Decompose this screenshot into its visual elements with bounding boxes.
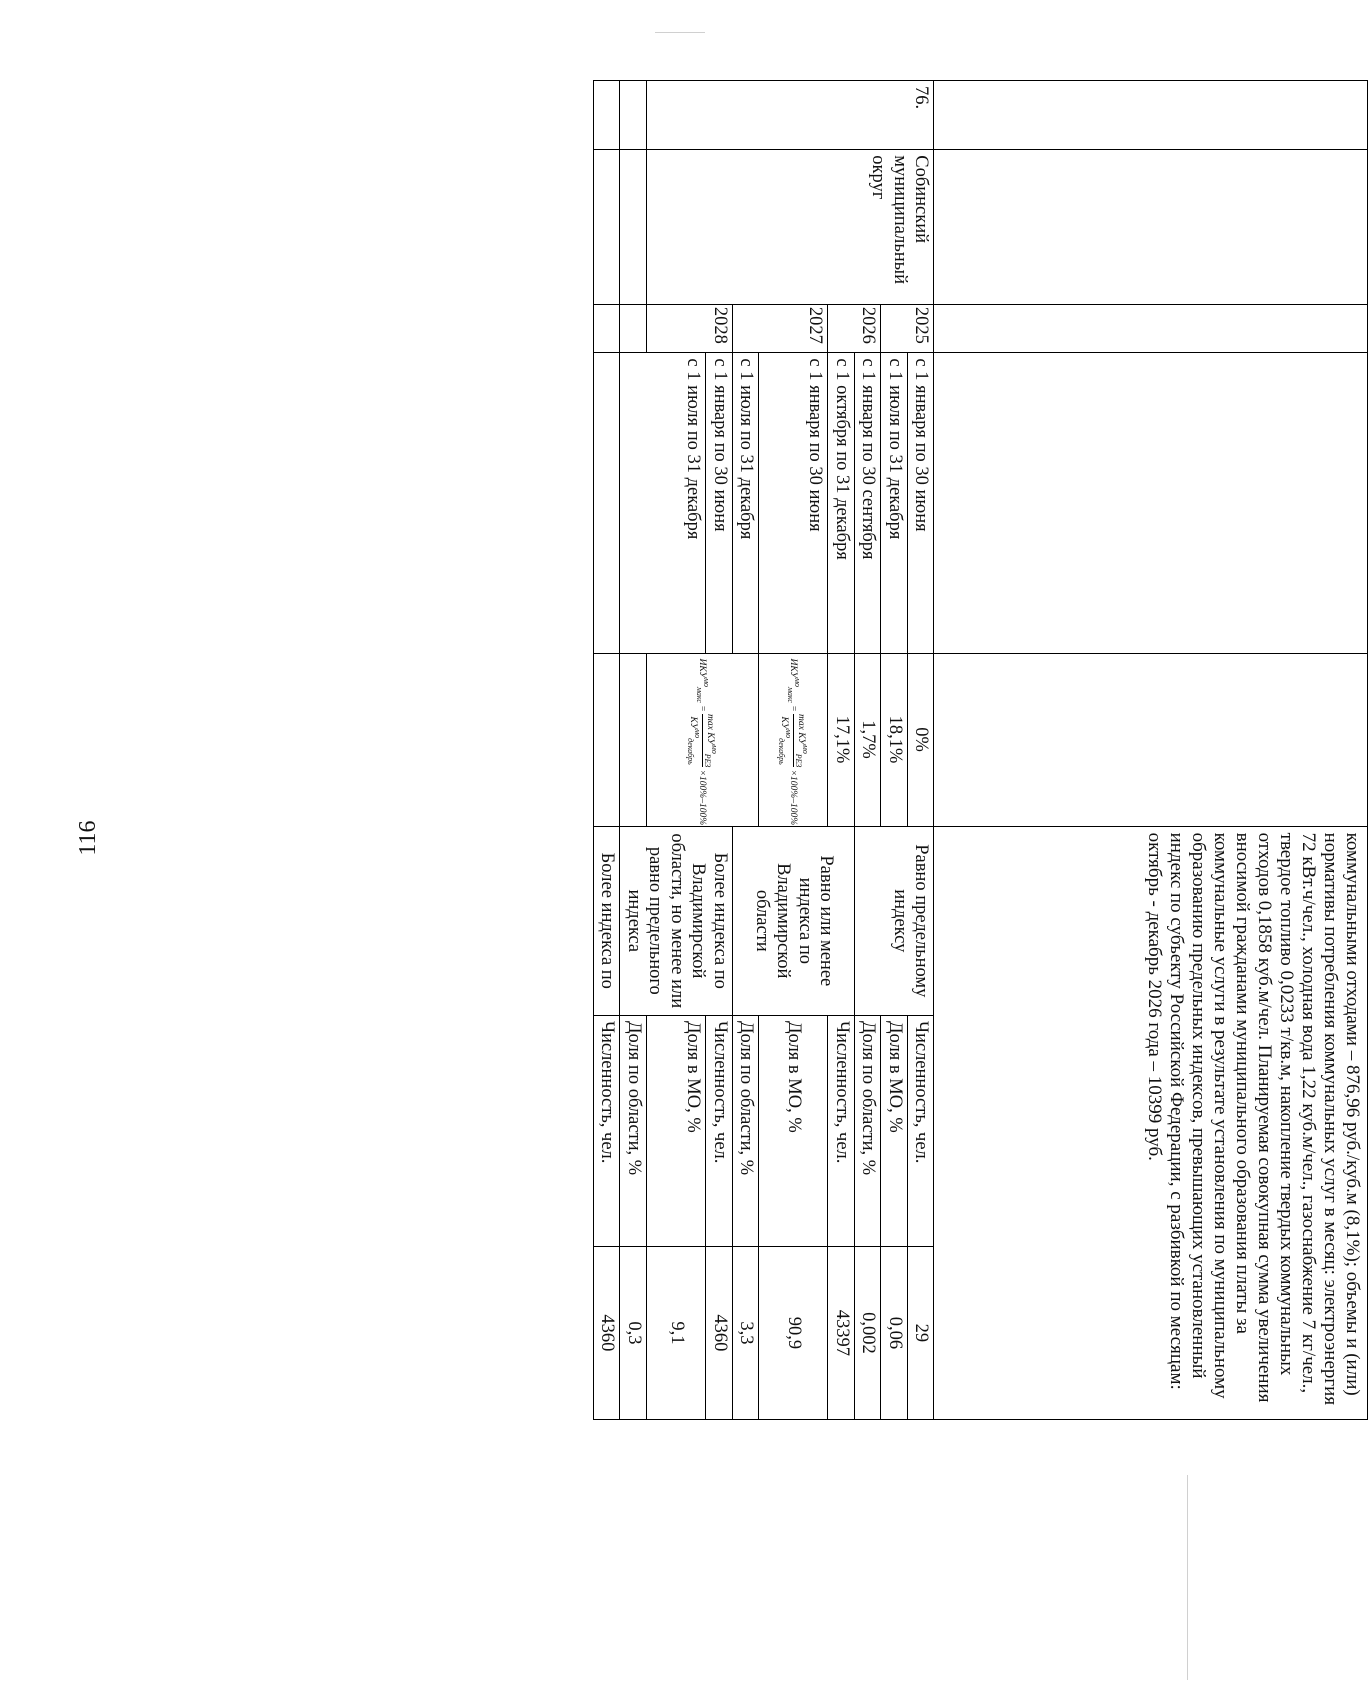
period-cell: с 1 июля по 31 декабря: [881, 353, 907, 653]
index-formula: [759, 653, 828, 826]
tariff-index-table: [593, 80, 1368, 1420]
metric-value: 0,3: [620, 1246, 646, 1419]
metric-value: 90,9: [759, 1246, 828, 1419]
scan-artifact-top: [655, 32, 705, 33]
period-cell: с 1 января по 30 июня: [706, 353, 732, 653]
metric-label: Доля по области, %: [620, 1015, 646, 1246]
index-value: 17,1%: [828, 653, 854, 826]
metric-label: Доля в МО, %: [646, 1015, 705, 1246]
blank-cell: [594, 353, 620, 653]
formula-numerator: max КУ: [795, 714, 806, 745]
period-cell: с 1 июля по 31 декабря: [732, 353, 758, 653]
row-number: 76.: [646, 81, 933, 150]
formula-num-sup: мо: [800, 744, 810, 754]
formula-denominator: КУ: [778, 716, 789, 730]
formula-lhs: ИКУ: [788, 658, 798, 678]
blank-cell: [620, 304, 646, 352]
blank-cell: [620, 653, 646, 826]
index-value: 18,1%: [881, 653, 907, 826]
year-cell: 2028: [646, 304, 732, 352]
formula-lhs-sup: мо: [702, 677, 712, 687]
year-cell: 2026: [828, 304, 881, 352]
municipality-name: Собинский муниципальный округ: [646, 150, 933, 305]
formula-lhs-sub: макс: [695, 686, 705, 703]
blank-cell: [934, 304, 1368, 352]
period-cell: с 1 октября по 31 декабря: [828, 353, 854, 653]
blank-cell: [594, 150, 620, 305]
formula-den-sup: мо: [783, 729, 793, 739]
description-text: коммунальными отходами – 876,96 руб./куб.м (8,1%); объемы и (или) нормативы потребления коммунальных услуг в месяц: электроэнергия 72 кВт.ч/чел., холодная вода 1,22 куб.м/чел., газоснабжение 7 кг/чел., твердое топливо 0,0233 т/кв.м, накопление твердых коммунальных отходов 0,1858 куб.м/чел. Планируемая совокупная сумма увеличения вносимой гражданами муниципального образования платы за коммунальные услуги в результате установления по муниципальному образованию предельных индексов, превышающих установленный индекс по субъекту Российской Федерации, с разбивкой по месяцам: октябрь - декабрь 2026 года – 10399 руб.: [934, 826, 1368, 1419]
metric-label: Численность, чел.: [907, 1015, 933, 1246]
year-cell: 2027: [732, 304, 827, 352]
metric-label: Доля по области, %: [732, 1015, 758, 1246]
formula-eq: =: [697, 705, 708, 712]
metric-value: 4360: [706, 1246, 732, 1419]
category-cell: Более индекса по Владимирской области, но менее или равно предельного индекса: [620, 826, 732, 1015]
metric-label: Доля в МО, %: [759, 1015, 828, 1246]
blank-cell: [934, 653, 1368, 826]
metric-label: Численность, чел.: [706, 1015, 732, 1246]
blank-cell: [620, 150, 646, 305]
metric-value: 43397: [828, 1246, 854, 1419]
blank-cell: [594, 81, 620, 150]
metric-value: 0,06: [881, 1246, 907, 1419]
formula-den-sup: мо: [693, 729, 703, 739]
period-cell: с 1 января по 30 июня: [907, 353, 933, 653]
category-cell: Равно или менее индекса по Владимирской области: [732, 826, 854, 1015]
category-cell: Более индекса по: [594, 826, 620, 1015]
blank-cell: [934, 81, 1368, 150]
blank-cell: [934, 150, 1368, 305]
page-number: 116: [75, 820, 101, 856]
period-cell: с 1 января по 30 июня: [759, 353, 828, 653]
formula-fraction: [686, 714, 719, 767]
index-value: 1,7%: [854, 653, 880, 826]
formula-eq: =: [788, 705, 798, 712]
formula-lhs: ИКУ: [697, 658, 708, 678]
formula-lhs-sup: мо: [793, 677, 803, 687]
blank-cell: [620, 81, 646, 150]
table-row-description: [934, 81, 1368, 1420]
formula-denominator: КУ: [687, 716, 698, 730]
metric-label: Численность, чел.: [828, 1015, 854, 1246]
metric-label: Доля в МО, %: [881, 1015, 907, 1246]
index-value: 0%: [907, 653, 933, 826]
formula-tail: ×100%–100%: [697, 769, 708, 826]
metric-value: 0,002: [854, 1246, 880, 1419]
blank-cell: [594, 653, 620, 826]
index-formula: [646, 653, 758, 826]
scan-artifact-bottom: [1187, 1475, 1188, 1680]
table-row: [907, 81, 933, 1420]
table-row: [620, 81, 646, 1420]
metric-value: 29: [907, 1246, 933, 1419]
formula-num-sup: мо: [710, 744, 720, 754]
formula-den-sub: декабрь: [776, 738, 786, 765]
period-cell: с 1 января по 30 сентября: [854, 353, 880, 653]
metric-value: 4360: [594, 1246, 620, 1419]
formula-num-sub: РЕЗ: [703, 753, 713, 768]
blank-cell: [594, 304, 620, 352]
metric-value: 3,3: [732, 1246, 758, 1419]
metric-value: 9,1: [646, 1246, 705, 1419]
blank-cell: [934, 353, 1368, 653]
formula-num-sub: РЕЗ: [793, 753, 803, 768]
formula-den-sub: декабрь: [686, 738, 696, 765]
table-row: [594, 81, 620, 1420]
formula-lhs-sub: макс: [786, 686, 796, 703]
formula-tail: ×100%–100%: [788, 769, 798, 826]
metric-label: Численность, чел.: [594, 1015, 620, 1246]
year-cell: 2025: [881, 304, 934, 352]
rotated-table-page: [168, 80, 1368, 1420]
formula-numerator: max КУ: [705, 714, 716, 745]
formula-fraction: [776, 714, 809, 767]
metric-label: Доля по области, %: [854, 1015, 880, 1246]
period-cell: с 1 июля по 31 декабря: [620, 353, 706, 653]
category-cell: Равно предельному индексу: [854, 826, 933, 1015]
